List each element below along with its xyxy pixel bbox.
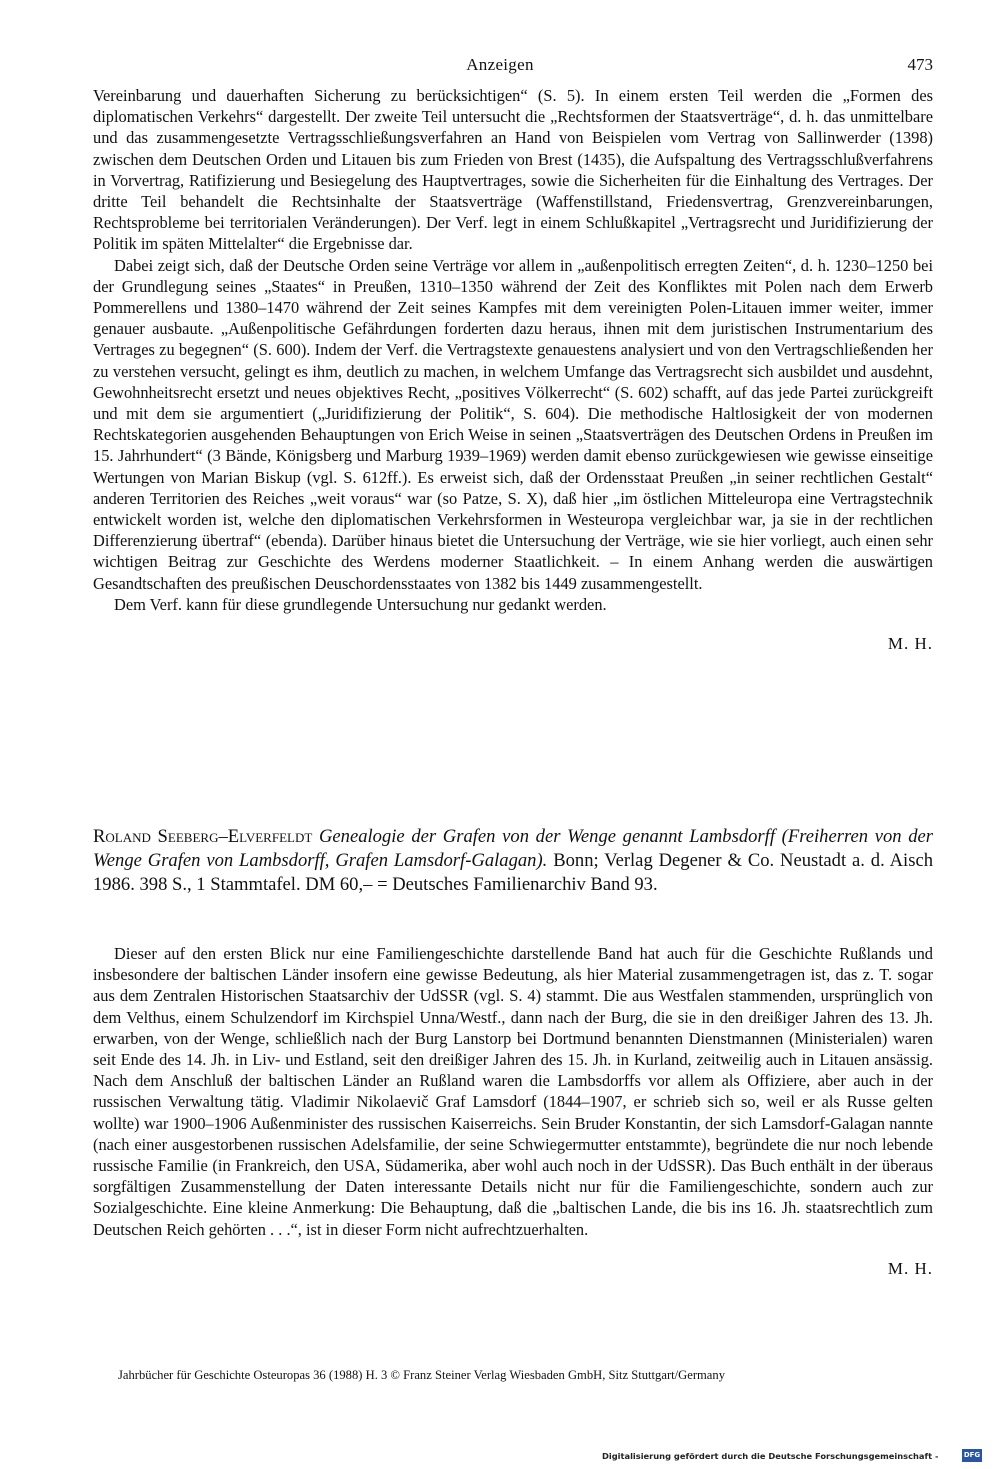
funding-notice: Digitalisierung gefördert durch die Deutsche Forschungsgemeinschaft -	[602, 1451, 939, 1461]
review2-author: Roland Seeberg–Elverfeldt	[93, 826, 313, 847]
review2-paragraph: Dieser auf den ersten Blick nur eine Familiengeschichte darstellende Band hat auch für die Geschichte Rußlands und insbesondere der baltischen Länder insofern eine gewisse Bedeutung, als hier Material zusammengetragen ist, das z. T. sogar aus dem Zentralen Historischen Staatsarchiv der UdSSR (vgl. S. 4) stammt. Die aus Westfalen stammenden, ursprünglich von dem Velthus, einem Schulzendorf im Kirchspiel Unna/Westf., dann nach der Burg, die sie in den dreißiger Jahren des 13. Jh. erwarben, von der Wenge, schließlich nach der Burg Lanstorp bei Dortmund benannten Dienstmannen (Ministerialen) waren seit Ende des 14. Jh. in Liv- und Estland, seit den dreißiger Jahren des 15. Jh. in Kurland, zeitweilig auch in Litauen ansässig. Nach dem Anschluß der baltischen Länder an Rußland waren die Lambsdorffs vor allem als Offiziere, aber auch in der russischen Verwaltung tätig. Vladimir Nikolaevič Graf Lamsdorf (1844–1907, er schrieb sich so, weil er als Russe gelten wollte) war 1900–1906 Außenminister des russischen Kaiserreichs. Sein Bruder Konstantin, der sich Lamsdorf-Galagan nannte (nach einer ausgestorbenen russischen Adelsfamilie, der seine Schwiegermutter entstammte), begründete die nur noch lebende russische Familie (in Frankreich, den USA, Südamerika, aber wohl auch noch in der UdSSR). Das Buch enthält in der überaus sorgfältigen Zusammenstellung der Daten interessante Details nicht nur für die Familiengeschichte, sondern auch zur Sozialgeschichte. Eine kleine Anmerkung: Die Behauptung, daß die „baltischen Lande, die bis ins 16. Jh. staatsrechtlich zum Deutschen Reich gehörten . . .“, ist in dieser Form nicht aufrechtzuerhalten.	[93, 944, 933, 1239]
journal-footer: Jahrbücher für Geschichte Osteuropas 36 (1988) H. 3 © Franz Steiner Verlag Wiesbaden GmbH, Sitz Stuttgart/Germany	[118, 1368, 725, 1382]
page-number: 473	[907, 55, 933, 74]
review1-paragraph-3: Dem Verf. kann für diese grundlegende Untersuchung nur gedankt werden.	[114, 594, 607, 614]
review2-bibliographic-heading	[93, 825, 933, 896]
review1-signature: M. H.	[887, 634, 933, 654]
review2-publication-details: Bonn; Verlag Degener & Co. Neustadt a. d. Aisch 1986. 398 S., 1 Stammtafel. DM 60,– = Deutsches Familienarchiv Band 93.	[93, 849, 933, 895]
review2-book-title: Genealogie der Grafen von der Wenge genannt Lambsdorff (Freiherren von der Wenge Grafen von Lambsdorff, Grafen Lamsdorf-Galagan).	[93, 826, 934, 871]
review2-body	[93, 943, 933, 1279]
review1-paragraph-2: Dabei zeigt sich, daß der Deutsche Orden seine Verträge vor allem in „außenpolitisch erregten Zeiten“, d. h. 1230–1250 bei der Grundlegung seines „Staates“ in Preußen, 1310–1350 während der Zeit des Konfliktes mit Polen nach dem Erwerb Pommerellens und 1380–1470 während der Zeit seines Kampfes mit dem vereinigten Polen-Litauen immer weiter, immer genauer ausbaute. „Außenpolitische Gefährdungen forderten dazu heraus, ihnen mit dem juristischen Instrumentarium des Vertrages zu begegnen“ (S. 600). Indem der Verf. die Vertragstexte genauestens analysiert und von den Vertragschließenden her zu verstehen versucht, gelingt es ihm, deutlich zu machen, in welchem Umfange das Vertragsrecht sich ausbildet und ausdehnt, Gewohnheitsrecht ersetzt und neues objektives Recht, „positives Völkerrecht“ (S. 602) schafft, auf das jede Partei zurückgreift und mit dem sie argumentiert („Juridifizierung der Politik“, S. 604). Die methodische Haltlosigkeit der von modernen Rechtskategorien ausgehenden Behauptungen von Erich Weise in seinen „Staatsverträgen des Deutschen Ordens in Preußen im 15. Jahrhundert“ (3 Bände, Königsberg und Marburg 1939–1969) werden damit ebenso zurückgewiesen wie gewisse einseitige Wertungen von Marian Biskup (vgl. S. 612ff.). Es erweist sich, daß der Ordensstaat Preußen „in seiner rechtlichen Gestalt“ anderen Territorien des Reiches „weit voraus“ war (so Patze, S. X), daß hier „im östlichen Mitteleuropa eine Vertragstechnik entwickelt worden ist, welche den diplomatischen Verkehrsformen in Westeuropa vergleichbar war, ja sie in der rechtlichen Differenzierung übertraf“ (ebenda). Darüber hinaus bietet die Untersuchung der Verträge, wie sie hier vorliegt, auch einen sehr wichtigen Beitrag zur Geschichte des Werdens moderner Staatlichkeit. – In einem Anhang werden die auswärtigen Gesandtschaften des preußischen Deuschordensstaates von 1382 bis 1449 zusammengestellt.	[93, 255, 933, 593]
review-continued	[93, 85, 933, 654]
review1-paragraph-1: Vereinbarung und dauerhaften Sicherung zu berücksichtigen“ (S. 5). In einem ersten Teil werden die „Formen des diplomatischen Verkehrs“ dargestellt. Der zweite Teil untersucht die „Rechtsformen der Staatsverträge“, d. h. das unmittelbare und das zusammengesetzte Vertragsschließungsverfahren an Hand von Beispielen vom Vertrag von Sallinwerder (1398) zwischen dem Deutschen Orden und Litauen bis zum Frieden von Brest (1435), die Aufspaltung des Vertragsschlußverfahrens in Vorvertrag, Ratifizierung und Besiegelung des Hauptvertrages, sowie die Sicherheiten für die Einhaltung des Vertrages. Der dritte Teil behandelt die Rechtsinhalte der Staatsverträge (Waffenstillstand, Friedensvertrag, Grenzvereinbarungen, Rechtsprobleme bei territorialen Veränderungen). Der Verf. legt in einem Schlußkapitel „Vertragsrecht und Juridifizierung der Politik im späten Mittelalter“ die Ergebnisse dar.	[93, 86, 933, 254]
page-header-title: Anzeigen	[466, 55, 534, 74]
review2-signature: M. H.	[887, 1258, 933, 1278]
dfg-logo-icon: DFG	[962, 1449, 982, 1462]
